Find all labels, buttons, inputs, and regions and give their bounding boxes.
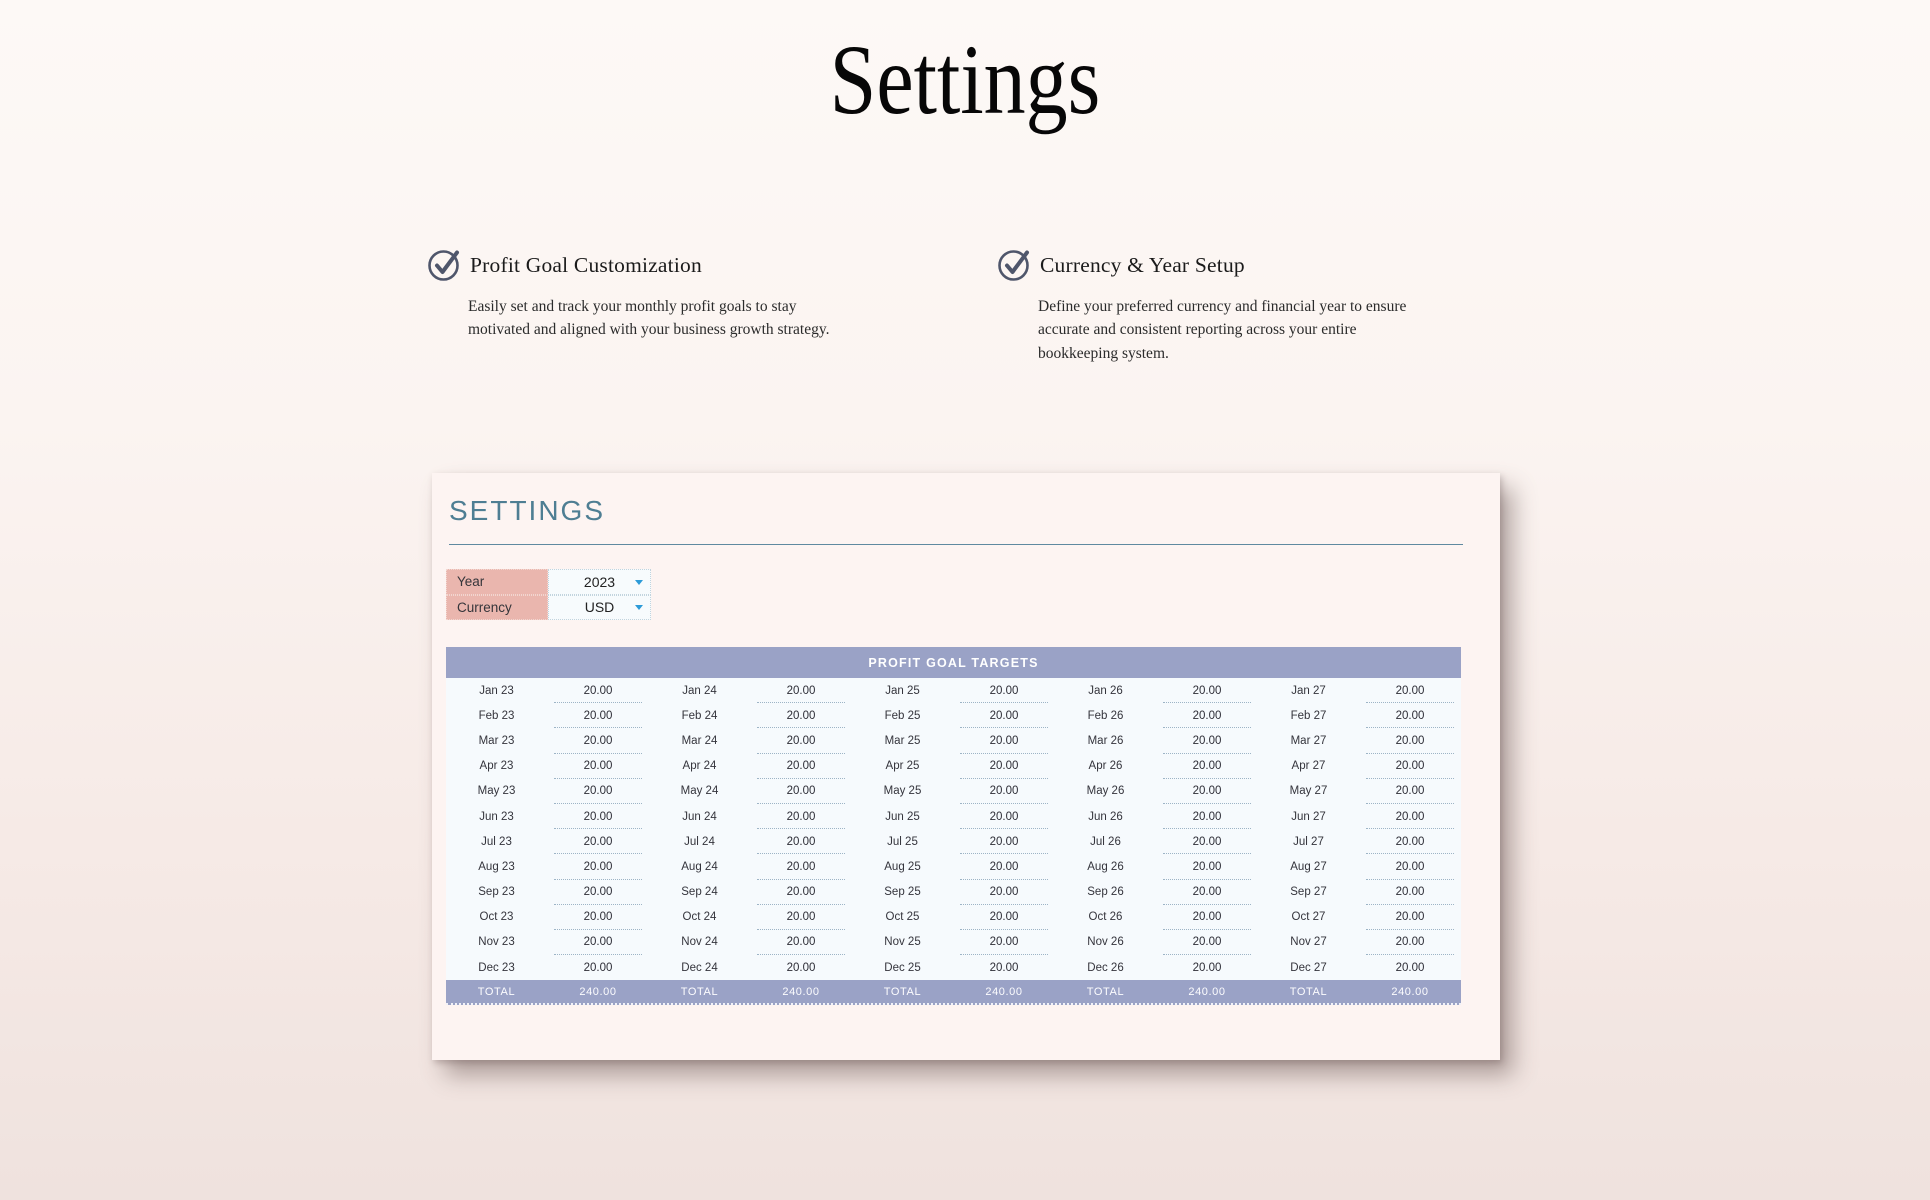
currency-select[interactable] bbox=[548, 595, 651, 621]
goal-value-cell[interactable]: 20.00 bbox=[1156, 728, 1258, 753]
total-label-cell: TOTAL bbox=[477, 985, 516, 998]
goal-value-cell[interactable]: 20.00 bbox=[1359, 804, 1461, 829]
goal-value-cell[interactable]: 20.00 bbox=[547, 779, 649, 804]
month-cell: Jul 24 bbox=[684, 835, 715, 848]
goal-value-cell[interactable]: 20.00 bbox=[1359, 854, 1461, 879]
month-cell: May 27 bbox=[1289, 785, 1328, 798]
month-cell: Jul 27 bbox=[1293, 835, 1324, 848]
month-cell: Jun 25 bbox=[885, 810, 920, 823]
goal-value-cell[interactable]: 20.00 bbox=[583, 961, 613, 974]
total-value-cell: 240.00 bbox=[782, 985, 820, 998]
check-circle-icon bbox=[427, 248, 461, 282]
goal-value-cell[interactable]: 20.00 bbox=[1156, 804, 1258, 829]
goal-value-cell[interactable]: 20.00 bbox=[750, 678, 852, 703]
panel-title-divider bbox=[449, 544, 1463, 545]
goal-value-cell[interactable]: 20.00 bbox=[953, 854, 1055, 879]
month-cell: Mar 23 bbox=[478, 734, 515, 747]
month-cell: Jan 25 bbox=[885, 684, 920, 697]
feature-title: Currency & Year Setup bbox=[1040, 252, 1245, 277]
goal-value-cell[interactable]: 20.00 bbox=[989, 961, 1019, 974]
goal-value-cell[interactable]: 20.00 bbox=[1395, 961, 1425, 974]
feature-title: Profit Goal Customization bbox=[470, 252, 702, 277]
goal-value-cell[interactable]: 20.00 bbox=[1192, 961, 1222, 974]
month-cell: Jun 27 bbox=[1291, 810, 1326, 823]
profit-goal-targets-header: PROFIT GOAL TARGETS bbox=[446, 647, 1461, 678]
feature-description: Define your preferred currency and financial year to ensure accurate and consistent reporting across your entire bookkeeping system. bbox=[1038, 298, 1407, 362]
month-cell: Oct 25 bbox=[885, 911, 920, 924]
goal-value-cell[interactable]: 20.00 bbox=[750, 779, 852, 804]
month-cell: Nov 26 bbox=[1087, 936, 1124, 949]
goal-value-cell[interactable]: 20.00 bbox=[750, 703, 852, 728]
goal-value-cell[interactable]: 20.00 bbox=[1156, 754, 1258, 779]
month-cell: May 25 bbox=[883, 785, 922, 798]
month-cell: Jun 26 bbox=[1088, 810, 1123, 823]
goal-value-cell[interactable]: 20.00 bbox=[953, 728, 1055, 753]
profit-goal-targets-table bbox=[446, 678, 1461, 980]
month-cell: Jun 24 bbox=[682, 810, 717, 823]
month-cell: Aug 25 bbox=[884, 860, 921, 873]
goal-value-cell[interactable]: 20.00 bbox=[750, 854, 852, 879]
month-cell: Oct 24 bbox=[682, 911, 717, 924]
month-cell: Nov 23 bbox=[478, 936, 515, 949]
goal-value-cell[interactable]: 20.00 bbox=[547, 905, 649, 930]
month-cell: Oct 27 bbox=[1291, 911, 1326, 924]
goal-value-cell[interactable]: 20.00 bbox=[750, 754, 852, 779]
goal-value-cell[interactable]: 20.00 bbox=[1156, 678, 1258, 703]
profit-goal-targets-total-row bbox=[446, 980, 1461, 1005]
total-value-cell: 240.00 bbox=[985, 985, 1023, 998]
goal-value-cell[interactable]: 20.00 bbox=[1156, 703, 1258, 728]
goal-value-cell[interactable]: 20.00 bbox=[1359, 930, 1461, 955]
month-cell: Dec 25 bbox=[884, 961, 921, 974]
goal-value-cell[interactable]: 20.00 bbox=[1156, 905, 1258, 930]
month-cell: Nov 27 bbox=[1290, 936, 1327, 949]
goal-value-cell[interactable]: 20.00 bbox=[953, 678, 1055, 703]
month-cell: Dec 26 bbox=[1087, 961, 1124, 974]
goal-value-cell[interactable]: 20.00 bbox=[953, 930, 1055, 955]
month-cell: Apr 27 bbox=[1291, 760, 1326, 773]
month-cell: Dec 27 bbox=[1290, 961, 1327, 974]
goal-value-cell[interactable]: 20.00 bbox=[750, 880, 852, 905]
check-circle-icon bbox=[997, 248, 1031, 282]
goal-value-cell[interactable]: 20.00 bbox=[1359, 703, 1461, 728]
month-cell: May 24 bbox=[680, 785, 719, 798]
month-cell: Jul 23 bbox=[481, 835, 512, 848]
goal-value-cell[interactable]: 20.00 bbox=[1359, 829, 1461, 854]
goal-value-cell[interactable]: 20.00 bbox=[547, 829, 649, 854]
month-cell: Sep 26 bbox=[1087, 886, 1124, 899]
chevron-down-icon[interactable] bbox=[635, 580, 643, 585]
goal-value-cell[interactable]: 20.00 bbox=[1359, 728, 1461, 753]
month-cell: Jul 25 bbox=[887, 835, 918, 848]
month-cell: Jan 27 bbox=[1291, 684, 1326, 697]
month-cell: Feb 23 bbox=[478, 709, 515, 722]
goal-value-cell[interactable]: 20.00 bbox=[1359, 880, 1461, 905]
goal-value-cell[interactable]: 20.00 bbox=[953, 905, 1055, 930]
goal-value-cell[interactable]: 20.00 bbox=[1156, 829, 1258, 854]
total-label-cell: TOTAL bbox=[1086, 985, 1125, 998]
goal-value-cell[interactable]: 20.00 bbox=[1156, 930, 1258, 955]
feature-description: Easily set and track your monthly profit goals to stay motivated and aligned with your business growth strategy. bbox=[468, 298, 830, 339]
month-cell: Aug 26 bbox=[1087, 860, 1124, 873]
goal-value-cell[interactable]: 20.00 bbox=[547, 804, 649, 829]
year-label: Year bbox=[446, 569, 548, 595]
year-select[interactable] bbox=[548, 569, 651, 595]
month-cell: Feb 24 bbox=[681, 709, 718, 722]
month-cell: Nov 24 bbox=[681, 936, 718, 949]
month-cell: Mar 27 bbox=[1290, 734, 1327, 747]
chevron-down-icon[interactable] bbox=[635, 605, 643, 610]
goal-value-cell[interactable]: 20.00 bbox=[953, 754, 1055, 779]
panel-title: SETTINGS bbox=[449, 495, 606, 526]
month-cell: Dec 23 bbox=[478, 961, 515, 974]
month-cell: Jan 23 bbox=[479, 684, 514, 697]
month-cell: Oct 23 bbox=[479, 911, 514, 924]
feature-profit-goal bbox=[427, 248, 897, 342]
month-cell: Mar 25 bbox=[884, 734, 921, 747]
settings-fields bbox=[446, 569, 651, 620]
month-cell: Apr 24 bbox=[682, 760, 717, 773]
month-cell: Oct 26 bbox=[1088, 911, 1123, 924]
goal-value-cell[interactable]: 20.00 bbox=[953, 804, 1055, 829]
goal-value-cell[interactable]: 20.00 bbox=[953, 703, 1055, 728]
month-cell: Sep 27 bbox=[1290, 886, 1327, 899]
goal-value-cell[interactable]: 20.00 bbox=[547, 930, 649, 955]
total-label-cell: TOTAL bbox=[1289, 985, 1328, 998]
month-cell: Apr 23 bbox=[479, 760, 514, 773]
total-value-cell: 240.00 bbox=[1391, 985, 1429, 998]
goal-value-cell[interactable]: 20.00 bbox=[547, 880, 649, 905]
month-cell: Mar 24 bbox=[681, 734, 718, 747]
month-cell: Feb 26 bbox=[1087, 709, 1124, 722]
goal-value-cell[interactable]: 20.00 bbox=[1359, 905, 1461, 930]
month-cell: Jun 23 bbox=[479, 810, 514, 823]
month-cell: May 23 bbox=[477, 785, 516, 798]
month-cell: Jul 26 bbox=[1090, 835, 1121, 848]
goal-value-cell[interactable]: 20.00 bbox=[750, 905, 852, 930]
goal-value-cell[interactable]: 20.00 bbox=[1156, 854, 1258, 879]
month-cell: Aug 23 bbox=[478, 860, 515, 873]
month-cell: Feb 27 bbox=[1290, 709, 1327, 722]
month-cell: Apr 26 bbox=[1088, 760, 1123, 773]
goal-value-cell[interactable]: 20.00 bbox=[750, 930, 852, 955]
settings-panel bbox=[432, 473, 1500, 1060]
total-label-cell: TOTAL bbox=[680, 985, 719, 998]
month-cell: Sep 23 bbox=[478, 886, 515, 899]
page-title: Settings bbox=[829, 24, 1101, 135]
year-value: 2023 bbox=[583, 573, 616, 590]
goal-value-cell[interactable]: 20.00 bbox=[750, 728, 852, 753]
goal-value-cell[interactable]: 20.00 bbox=[547, 678, 649, 703]
month-cell: Jan 24 bbox=[682, 684, 717, 697]
month-cell: Mar 26 bbox=[1087, 734, 1124, 747]
goal-value-cell[interactable]: 20.00 bbox=[750, 804, 852, 829]
goal-value-cell[interactable]: 20.00 bbox=[1359, 779, 1461, 804]
goal-value-cell[interactable]: 20.00 bbox=[547, 754, 649, 779]
goal-value-cell[interactable]: 20.00 bbox=[750, 829, 852, 854]
goal-value-cell[interactable]: 20.00 bbox=[1359, 678, 1461, 703]
total-value-cell: 240.00 bbox=[1188, 985, 1226, 998]
feature-currency-year bbox=[997, 248, 1497, 365]
goal-value-cell[interactable]: 20.00 bbox=[953, 880, 1055, 905]
goal-value-cell[interactable]: 20.00 bbox=[547, 703, 649, 728]
month-cell: May 26 bbox=[1086, 785, 1125, 798]
currency-label: Currency bbox=[446, 595, 548, 621]
goal-value-cell[interactable]: 20.00 bbox=[1359, 754, 1461, 779]
month-cell: Dec 24 bbox=[681, 961, 718, 974]
total-value-cell: 240.00 bbox=[579, 985, 617, 998]
goal-value-cell[interactable]: 20.00 bbox=[1156, 779, 1258, 804]
month-cell: Sep 25 bbox=[884, 886, 921, 899]
goal-value-cell[interactable]: 20.00 bbox=[953, 829, 1055, 854]
goal-value-cell[interactable]: 20.00 bbox=[547, 854, 649, 879]
goal-value-cell[interactable]: 20.00 bbox=[786, 961, 816, 974]
month-cell: Sep 24 bbox=[681, 886, 718, 899]
month-cell: Aug 24 bbox=[681, 860, 718, 873]
goal-value-cell[interactable]: 20.00 bbox=[1156, 880, 1258, 905]
month-cell: Nov 25 bbox=[884, 936, 921, 949]
total-label-cell: TOTAL bbox=[883, 985, 922, 998]
currency-value: USD bbox=[584, 599, 615, 616]
month-cell: Jan 26 bbox=[1088, 684, 1123, 697]
goal-value-cell[interactable]: 20.00 bbox=[547, 728, 649, 753]
month-cell: Apr 25 bbox=[885, 760, 920, 773]
month-cell: Aug 27 bbox=[1290, 860, 1327, 873]
month-cell: Feb 25 bbox=[884, 709, 921, 722]
goal-value-cell[interactable]: 20.00 bbox=[953, 779, 1055, 804]
